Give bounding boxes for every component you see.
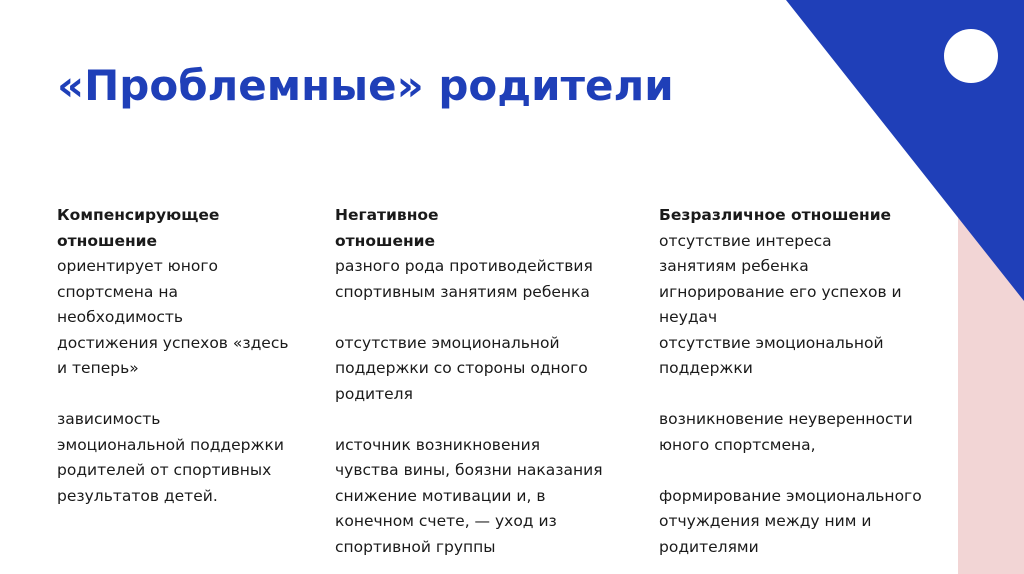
- column-paragraph: разного рода противодействия спортивным занятиям ребенка: [335, 257, 593, 301]
- column-paragraph: возникновение неуверенности юного спортсмена,: [659, 410, 913, 454]
- column-heading: Безразличное отношение: [659, 206, 892, 224]
- column-negative: [335, 203, 635, 560]
- slide-title: «Проблемные» родители: [57, 61, 674, 110]
- column-compensating: [57, 203, 312, 509]
- column-paragraph: ориентирует юного спортсмена на необходимость достижения успехов «здесь и теперь»: [57, 257, 289, 377]
- decorative-circle: [944, 29, 998, 83]
- column-paragraph: отсутствие интереса занятиям ребенка игнорирование его успехов и неудач отсутствие эмоциональной поддержки: [659, 231, 902, 377]
- column-paragraph: формирование эмоционального отчуждения между ним и родителями: [659, 486, 922, 556]
- column-heading: Компенсирующее отношение: [57, 206, 220, 250]
- column-paragraph: источник возникновения чувства вины, боязни наказания снижение мотивации и, в конечном счете, — уход из спортивной группы: [335, 435, 603, 556]
- column-heading: Негативное отношение: [335, 206, 439, 250]
- column-paragraph: отсутствие эмоциональной поддержки со стороны одного родителя: [335, 333, 588, 403]
- column-indifferent: [659, 203, 959, 560]
- column-paragraph: зависимость эмоциональной поддержки родителей от спортивных результатов детей.: [57, 410, 284, 505]
